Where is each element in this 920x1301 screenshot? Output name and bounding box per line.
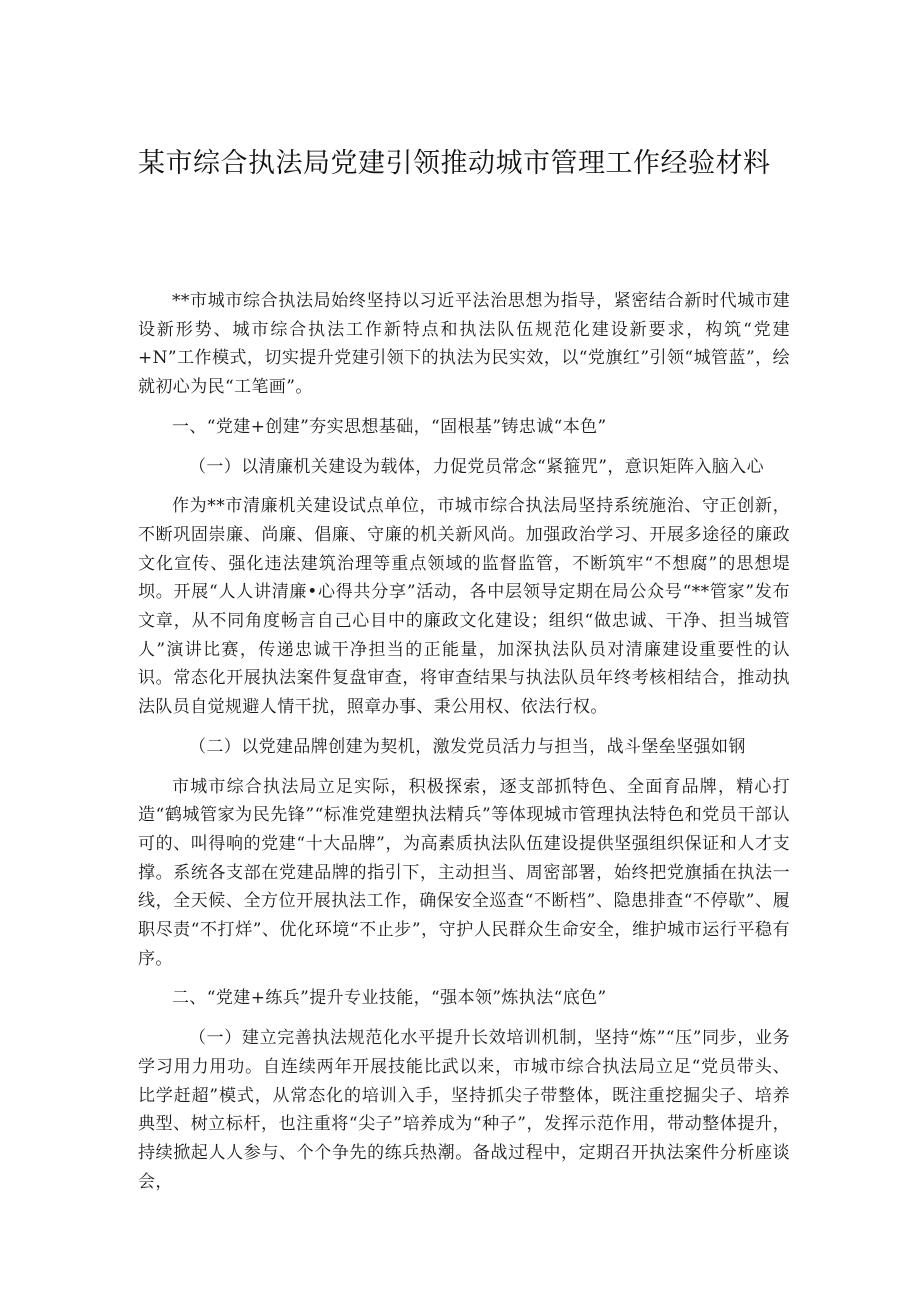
body-paragraph-1-1: 作为**市清廉机关建设试点单位，市城市综合执法局坚持系统施治、守正创新，不断巩固崇廉、尚廉、倡廉、守廉的机关新风尚。加强政治学习、开展多途径的廉政文化宣传、强化违法建筑治理等重点领域的监督监管，不断筑牢“不想腐”的思想堤坝。开展“人人讲清廉•心得共分享”活动，各中层领导定期在局公众号“**管家”发布文章，从不同角度畅言自己心目中的廉政文化建设；组织“做忠诚、干净、担当城管人”演讲比赛，传递忠诚干净担当的正能量，加深执法队员对清廉建设重要性的认识。常态化开展执法案件复盘审查，将审查结果与执法队员年终考核相结合，推动执法队员自觉规避人情干扰，照章办事、秉公用权、依法行权。: [138, 496, 790, 718]
subsection-heading-1-2: （二）以党建品牌创建为契机，激发党员活力与担当，战斗堡垒坚强如钢: [189, 736, 746, 757]
section-heading-1: 一、“党建+创建”夯实思想基础，“固根基”铸忠诚“本色”: [172, 416, 607, 437]
document-body: [138, 287, 790, 1207]
intro-paragraph: **市城市综合执法局始终坚持以习近平法治思想为指导，紧密结合新时代城市建设新形势、城市综合执法工作新特点和执法队伍规范化建设新要求，构筑“党建+N”工作模式，切实提升党建引领下的执法为民实效，以“党旗红”引领“城管蓝”，绘就初心为民“工笔画”。: [138, 291, 790, 398]
document-title: 某市综合执法局党建引领推动城市管理工作经验材料: [138, 148, 771, 179]
section-heading-2: 二、“党建+练兵”提升专业技能，“强本领”炼执法“底色”: [172, 988, 607, 1009]
body-paragraph-2-1: （一）建立完善执法规范化水平提升长效培训机制，坚持“炼”“压”同步，业务学习用力用功。自连续两年开展技能比武以来，市城市综合执法局立足“党员带头、比学赶超”模式，从常态化的培训入手，坚持抓尖子带整体，既注重挖掘尖子、培养典型、树立标杆，也注重将“尖子”培养成为“种子”，发挥示范作用，带动整体提升，持续掀起人人参与、个个争先的练兵热潮。备战过程中，定期召开执法案件分析座谈会，: [138, 1028, 790, 1192]
subsection-heading-1-1: （一）以清廉机关建设为载体，力促党员常念“紧箍咒”，意识矩阵入脑入心: [189, 456, 764, 477]
body-paragraph-1-2: 市城市综合执法局立足实际，积极探索，逐支部抓特色、全面育品牌，精心打造“鹤城管家为民先锋”“标准党建塑执法精兵”等体现城市管理执法特色和党员干部认可的、叫得响的党建“十大品牌”，为高素质执法队伍建设提供坚强组织保证和人才支撑。系统各支部在党建品牌的指引下，主动担当、周密部署，始终把党旗插在执法一线，全天候、全方位开展执法工作，确保安全巡查“不断档”、隐患排查“不停歇”、履职尽责“不打烊”、优化环境“不止步”，守护人民群众生命安全，维护城市运行平稳有序。: [138, 776, 790, 969]
